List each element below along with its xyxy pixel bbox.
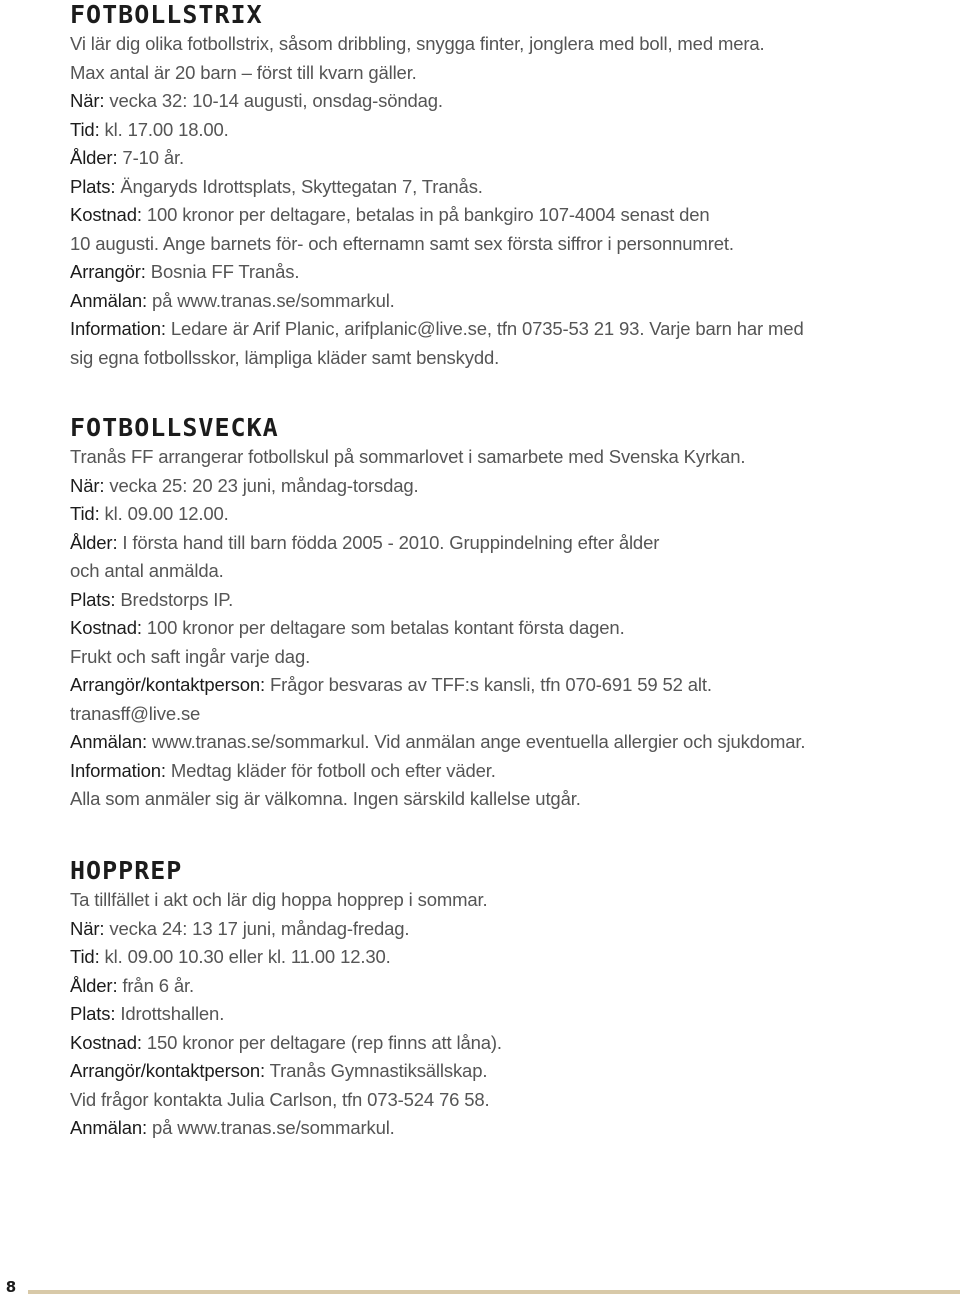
text-line [70, 614, 930, 643]
field-value: Tranås Gymnastiksällskap. [265, 1060, 488, 1081]
field-value: vecka 32: 10-14 augusti, onsdag-söndag. [104, 90, 443, 111]
field-value: www.tranas.se/sommarkul. Vid anmälan ange eventuella allergier och sjukdomar. [146, 731, 806, 752]
field-label: Tid: [70, 118, 100, 140]
field-label: Anmälan: [70, 289, 147, 311]
field-value: Vi lär dig olika fotbollstrix, såsom dribbling, snygga finter, jonglera med boll, med mera. [70, 33, 765, 54]
field-label: Ålder: [70, 974, 118, 996]
text-line [70, 1029, 930, 1058]
section-fotbollstrix [70, 0, 930, 372]
field-label: Plats: [70, 588, 116, 610]
field-value: Idrottshallen. [115, 1003, 225, 1024]
field-label: Ålder: [70, 147, 118, 168]
field-label: Kostnad: [70, 204, 142, 225]
field-label: Information: [70, 759, 166, 781]
field-label: Tid: [70, 503, 100, 524]
text-line [70, 1057, 930, 1086]
field-label: Arrangör: [70, 261, 146, 282]
field-value: Max antal är 20 barn – först till kvarn gäller. [70, 61, 417, 83]
page-number: 8 [5, 1278, 17, 1296]
field-value: I första hand till barn födda 2005 - 2010. Gruppindelning efter ålder [117, 531, 660, 553]
text-line [70, 315, 930, 344]
field-label: När: [70, 917, 105, 939]
section-hopprep [70, 856, 930, 1143]
text-line [70, 287, 930, 316]
field-label: Anmälan: [70, 731, 147, 752]
section-heading: FOTBOLLSTRIX [70, 0, 263, 29]
text-line [70, 230, 930, 259]
text-line [70, 1086, 930, 1115]
field-label: Tid: [70, 946, 100, 967]
text-line [70, 344, 930, 373]
field-value: Ängaryds Idrottsplats, Skyttegatan 7, Tranås. [115, 175, 483, 197]
field-label: När: [70, 90, 105, 111]
field-value: kl. 09.00 10.30 eller kl. 11.00 12.30. [99, 946, 391, 967]
field-label: Plats: [70, 1003, 116, 1024]
field-value: 10 augusti. Ange barnets för- och efternamn samt sex första siffror i personnumret. [70, 232, 734, 254]
text-line [70, 728, 930, 757]
footer-rule [28, 1290, 960, 1294]
field-value: vecka 25: 20 23 juni, måndag-torsdag. [104, 474, 419, 496]
field-value: 7-10 år. [117, 147, 184, 168]
text-line [70, 943, 930, 972]
text-line [70, 173, 930, 202]
text-line [70, 586, 930, 615]
text-line [70, 643, 930, 672]
text-line [70, 757, 930, 786]
field-label: Information: [70, 318, 166, 339]
field-value: 100 kronor per deltagare, betalas in på bankgiro 107-4004 senast den [141, 204, 710, 225]
section-heading: HOPPREP [70, 856, 183, 885]
field-value: Ta tillfället i akt och lär dig hoppa hopprep i sommar. [70, 889, 488, 910]
text-line [70, 201, 930, 230]
field-value: Frukt och saft ingår varje dag. [70, 645, 311, 667]
text-line [70, 500, 930, 529]
text-line [70, 557, 930, 586]
field-label: Anmälan: [70, 1117, 147, 1138]
field-label: Kostnad: [70, 617, 142, 638]
field-value: Tranås FF arrangerar fotbollskul på sommarlovet i samarbete med Svenska Kyrkan. [70, 446, 746, 467]
section-fotbollsvecka [70, 413, 930, 814]
field-value: kl. 17.00 18.00. [99, 118, 229, 140]
field-label: När: [70, 474, 105, 496]
text-line [70, 116, 930, 145]
text-line [70, 700, 930, 729]
field-value: och antal anmälda. [70, 560, 224, 581]
text-line [70, 472, 930, 501]
section-body [70, 886, 930, 1143]
field-value: 100 kronor per deltagare som betalas kontant första dagen. [141, 617, 625, 638]
field-value: vecka 24: 13 17 juni, måndag-fredag. [104, 917, 410, 939]
field-value: på www.tranas.se/sommarkul. [146, 289, 395, 311]
field-value: Frågor besvaras av TFF:s kansli, tfn 070-691 59 52 alt. [265, 674, 712, 695]
text-line [70, 144, 930, 173]
field-label: Arrangör/kontaktperson: [70, 1060, 266, 1081]
text-line [70, 785, 930, 814]
field-value: Bredstorps IP. [115, 588, 234, 610]
field-value: Ledare är Arif Planic, arifplanic@live.se, tfn 0735-53 21 93. Varje barn har med [165, 318, 804, 339]
field-label: Ålder: [70, 531, 118, 553]
field-value: Bosnia FF Tranås. [145, 261, 300, 282]
text-line [70, 915, 930, 944]
field-value: tranasff@live.se [70, 702, 201, 724]
field-label: Kostnad: [70, 1031, 142, 1053]
field-label: Plats: [70, 175, 116, 197]
text-line [70, 529, 930, 558]
text-line [70, 443, 930, 472]
field-value: sig egna fotbollsskor, lämpliga kläder samt benskydd. [70, 346, 500, 368]
field-value: från 6 år. [117, 974, 194, 996]
text-line [70, 258, 930, 287]
field-value: på www.tranas.se/sommarkul. [146, 1117, 395, 1138]
text-line [70, 59, 930, 88]
text-line [70, 30, 930, 59]
field-value: Medtag kläder för fotboll och efter väder. [165, 759, 496, 781]
text-line [70, 972, 930, 1001]
text-line [70, 1000, 930, 1029]
text-line [70, 87, 930, 116]
section-body [70, 30, 930, 372]
text-line [70, 886, 930, 915]
field-value: kl. 09.00 12.00. [99, 503, 229, 524]
field-value: Vid frågor kontakta Julia Carlson, tfn 073-524 76 58. [70, 1088, 490, 1110]
field-value: Alla som anmäler sig är välkomna. Ingen särskild kallelse utgår. [70, 788, 581, 809]
section-body [70, 443, 930, 814]
text-line [70, 671, 930, 700]
field-value: 150 kronor per deltagare (rep finns att låna). [141, 1031, 502, 1053]
field-label: Arrangör/kontaktperson: [70, 674, 266, 695]
section-heading: FOTBOLLSVECKA [70, 413, 279, 442]
text-line [70, 1114, 930, 1143]
